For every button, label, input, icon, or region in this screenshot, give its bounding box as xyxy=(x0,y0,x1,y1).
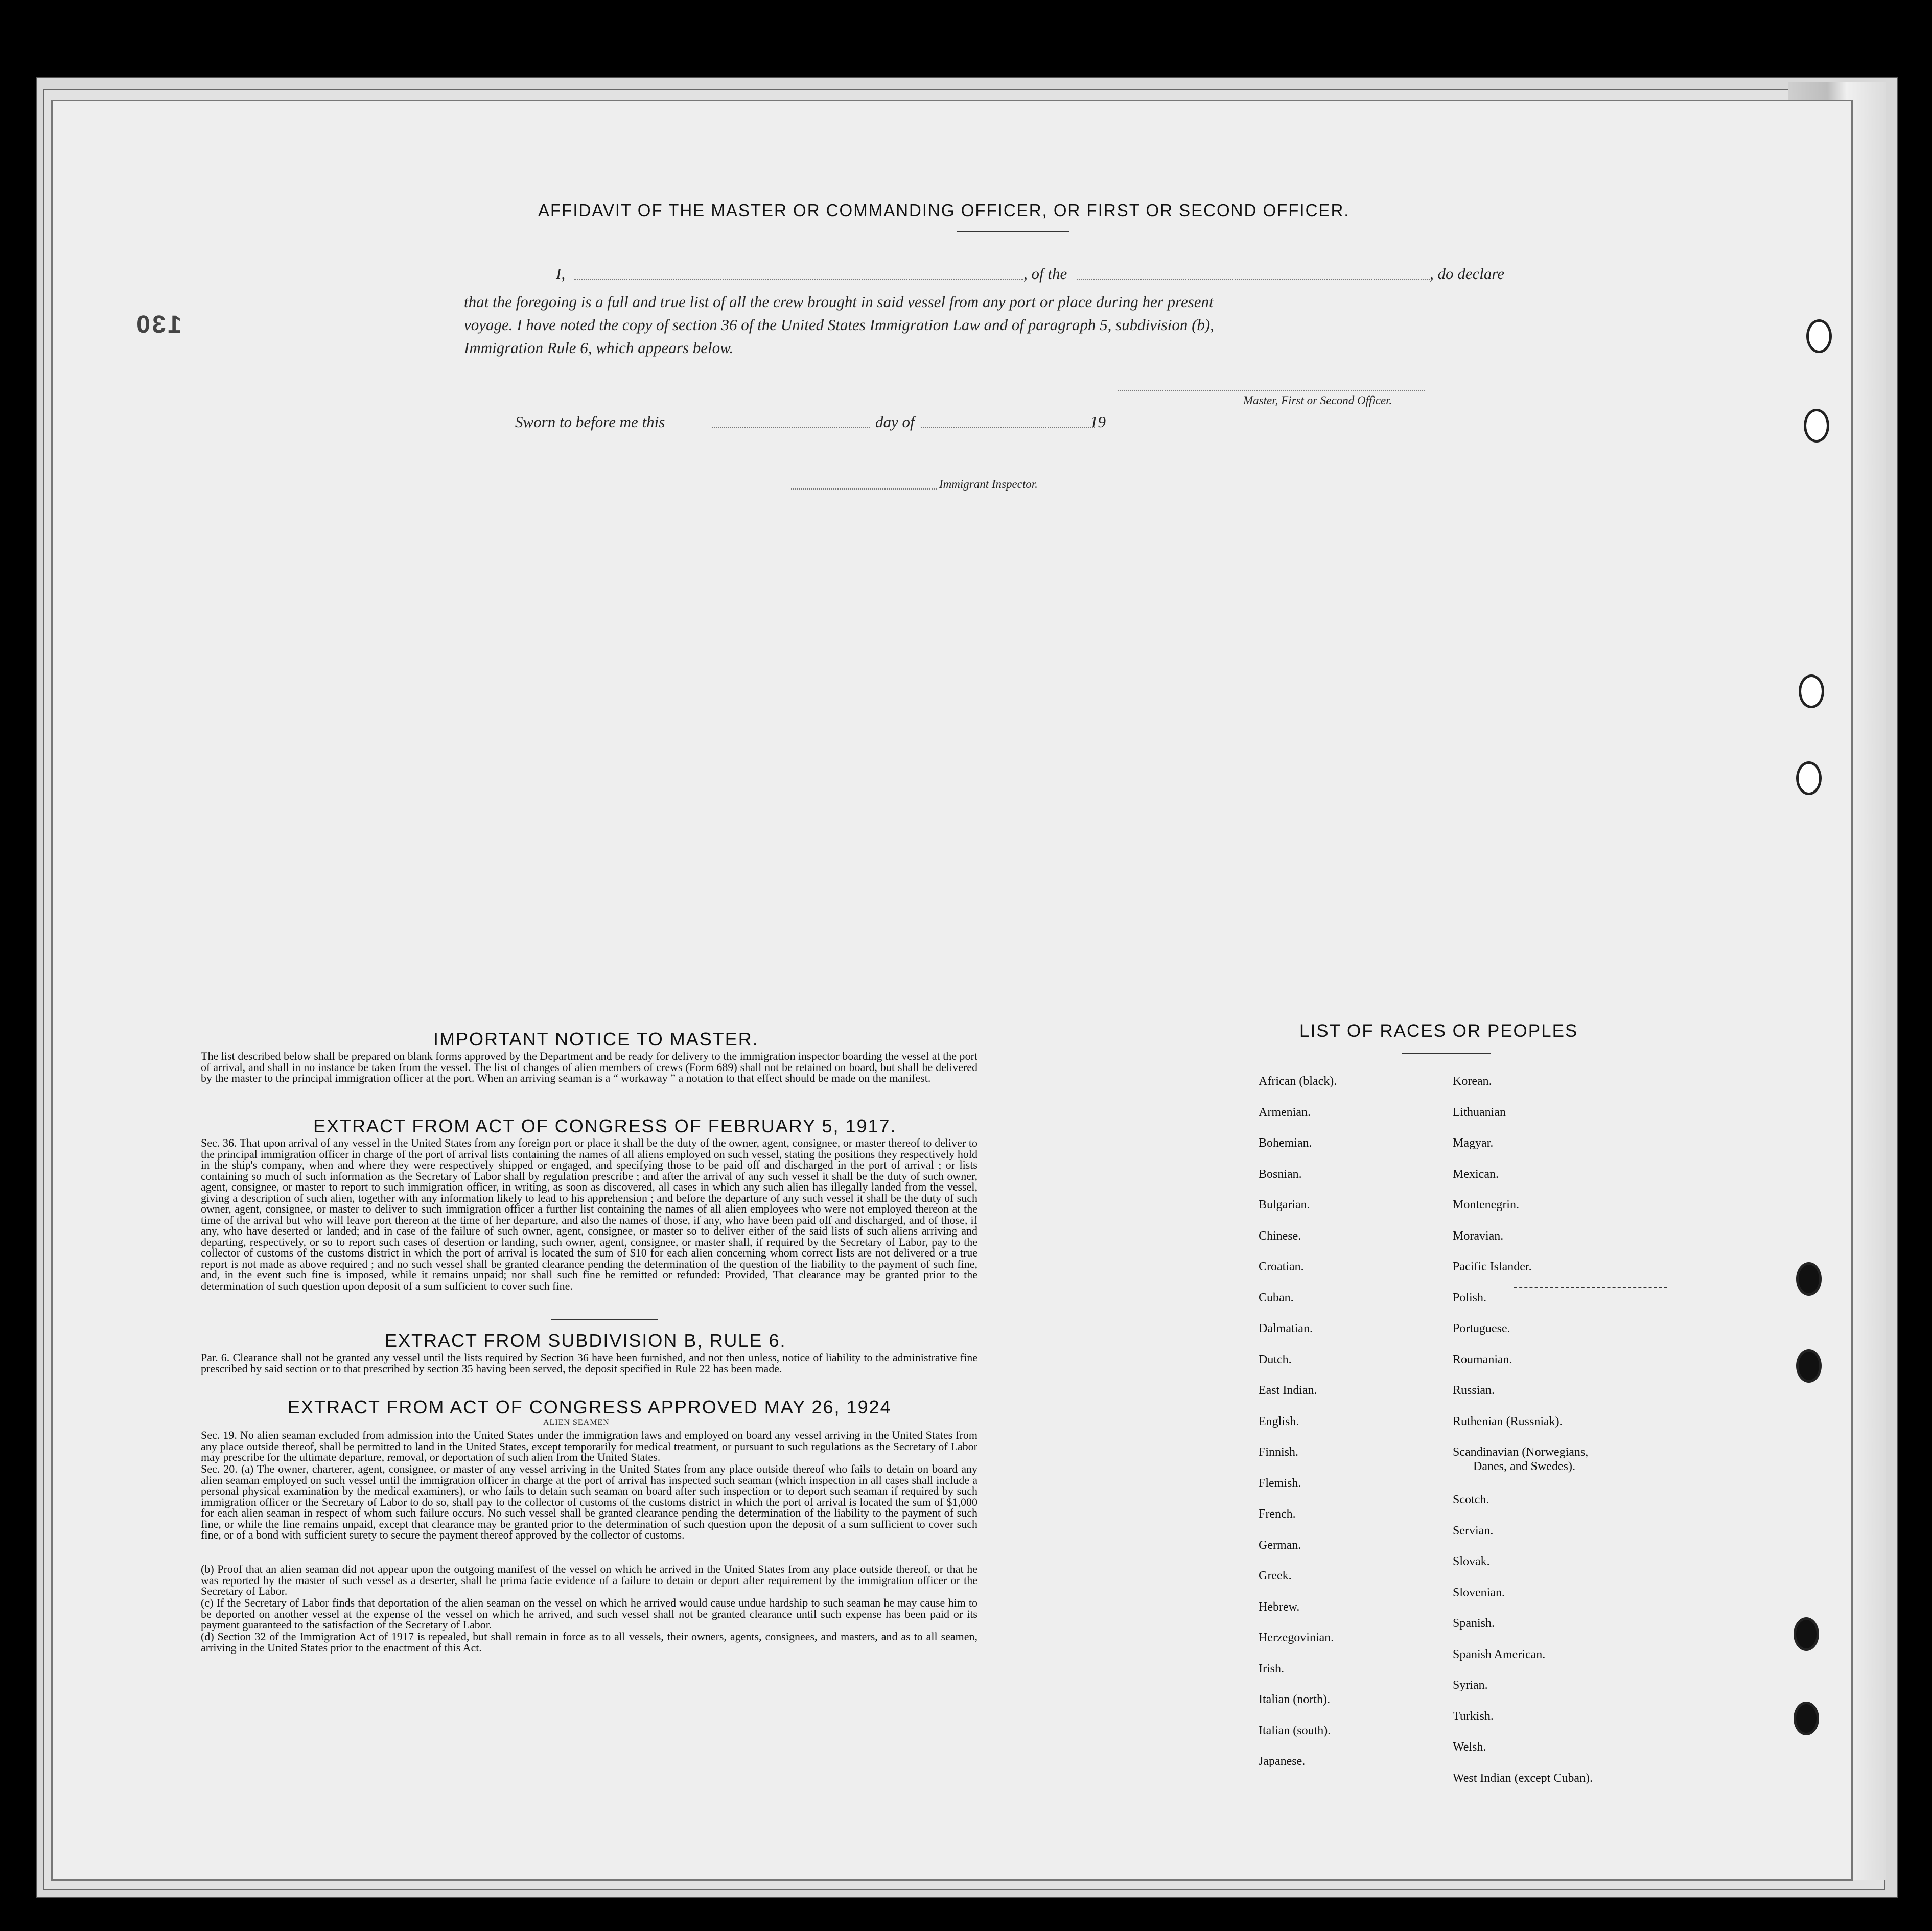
manifest-page xyxy=(51,100,1853,1881)
race-right-item: Slovak. xyxy=(1453,1555,1490,1568)
race-right-item: Russian. xyxy=(1453,1384,1495,1397)
sworn-day-line[interactable] xyxy=(712,427,870,428)
affidavit-title-rule xyxy=(957,231,1069,232)
sworn-label: Sworn to before me this xyxy=(515,413,665,431)
race-left-item: Cuban. xyxy=(1259,1291,1294,1305)
race-left-item: Flemish. xyxy=(1259,1476,1301,1490)
race-left-item: Armenian. xyxy=(1259,1105,1311,1119)
race-right-item: Servian. xyxy=(1453,1524,1494,1538)
race-right-item: Spanish. xyxy=(1453,1617,1495,1630)
binder-hole xyxy=(1799,674,1824,708)
race-left-item: Herzegovinian. xyxy=(1259,1631,1334,1644)
race-right-item: Syrian. xyxy=(1453,1679,1488,1692)
binder-hole xyxy=(1806,319,1832,353)
races-title: LIST OF RACES OR PEOPLES xyxy=(1299,1021,1578,1041)
race-right-item: Mexican. xyxy=(1453,1167,1499,1181)
extract-1924-sec-20c: (c) If the Secretary of Labor finds that deportation of the alien seaman on the vessel on which he arrived would cause undue hardship to such seaman he may cause him to be deported on another vessel at the expense of the vessel on which he arrived, and such vessel shall not be granted clearance until such expense has been paid or its payment guaranteed to the satisfaction of the Secretary of Labor. xyxy=(201,1596,977,1631)
extract-1924-title: EXTRACT FROM ACT OF CONGRESS APPROVED MAY 26, 1924 xyxy=(288,1397,892,1417)
extract-rule6-text: Par. 6. Clearance shall not be granted any vessel until the lists required by Section 36 have been furnished, and not then unless, notice of liability to the administrative fine prescribed by said section or to that prescribed by section 35 having been served, the deposit specified in Rule 22 has been made. xyxy=(201,1351,977,1375)
race-left-item: Chinese. xyxy=(1259,1229,1301,1243)
race-left-item: Italian (south). xyxy=(1259,1724,1331,1737)
race-left-item: Bulgarian. xyxy=(1259,1198,1310,1212)
affidavit-title: AFFIDAVIT OF THE MASTER OR COMMANDING OFFICER, OR FIRST OR SECOND OFFICER. xyxy=(538,201,1350,220)
race-right-item: Polish. xyxy=(1453,1291,1487,1305)
notice-text: The list described below shall be prepared on blank forms approved by the Department and be ready for delivery to the immigration inspector boarding the vessel at the port of arrival, and shall in no instance be taken from the vessel. The list of changes of alien members of crews (Form 689) shall not be retained on board, but shall be delivered by the master to the principal immigration officer at the port. When an arriving seaman is a “ workaway ” a notation to that effect should be made on the manifest. xyxy=(201,1050,977,1084)
race-left-item: Finnish. xyxy=(1259,1446,1299,1459)
race-left-item: Irish. xyxy=(1259,1662,1284,1676)
race-right-item: Slovenian. xyxy=(1453,1586,1505,1599)
race-right-item: Korean. xyxy=(1453,1075,1492,1088)
race-left-item: Dalmatian. xyxy=(1259,1322,1313,1335)
race-left-item: Bosnian. xyxy=(1259,1167,1302,1181)
affidavit-name-line[interactable] xyxy=(574,279,1023,280)
race-left-item: Japanese. xyxy=(1259,1755,1306,1768)
notice-title: IMPORTANT NOTICE TO MASTER. xyxy=(433,1029,759,1050)
year-label: 19 xyxy=(1090,413,1106,431)
race-right-item: Turkish. xyxy=(1453,1709,1494,1723)
race-right-item: Magyar. xyxy=(1453,1136,1494,1150)
race-left-item: Italian (north). xyxy=(1259,1693,1330,1706)
race-left-item: German. xyxy=(1259,1538,1301,1552)
race-left-item: East Indian. xyxy=(1259,1384,1317,1397)
day-of-label: day of xyxy=(875,413,915,431)
race-right-item: Lithuanian xyxy=(1453,1105,1506,1119)
affidavit-vessel-line[interactable] xyxy=(1077,279,1430,280)
race-right-item: Scotch. xyxy=(1453,1493,1489,1506)
affidavit-i-label: I, xyxy=(556,265,566,283)
race-right-item: Danes, and Swedes). xyxy=(1473,1460,1575,1473)
races-title-rule xyxy=(1402,1053,1491,1054)
race-right-item: West Indian (except Cuban). xyxy=(1453,1771,1593,1785)
binder-hole xyxy=(1796,1349,1822,1383)
extract-1924-sec-19: Sec. 19. No alien seaman excluded from admission into the United States under the immigration laws and employed on board any vessel arriving in the United States from any place outside thereof, shall be permitted to land in the United States, except temporarily for medical treatment, or pursuant to such regulations as the Secretary of Labor may prescribe for the ultimate departure, removal, or deportation of such alien from the United States. xyxy=(201,1429,977,1463)
race-left-item: Greek. xyxy=(1259,1569,1292,1583)
extract-1917-title: EXTRACT FROM ACT OF CONGRESS OF FEBRUARY 5, 1917. xyxy=(313,1115,897,1136)
sworn-month-line[interactable] xyxy=(921,427,1095,428)
binder-hole xyxy=(1796,1262,1822,1296)
affidavit-of-the-label: , of the xyxy=(1023,265,1067,283)
affidavit-declare-label: , do declare xyxy=(1430,265,1505,283)
binder-hole xyxy=(1794,1702,1819,1735)
race-right-item: Ruthenian (Russniak). xyxy=(1453,1414,1563,1428)
race-left-item: Croatian. xyxy=(1259,1260,1304,1273)
master-signature-line[interactable] xyxy=(1118,390,1425,391)
extract-1917-text: Sec. 36. That upon arrival of any vessel in the United States from any foreign port or place it shall be the duty of the owner, agent, consignee, or master thereof to deliver to the principal immigration officer in charge of the port of arrival lists containing the names of all aliens employed on such vessel, stating the positions they respectively hold in the ship's company, when and where they were respectively shipped or engaged, and specifying those to be paid off and discharged in the port of arrival ; or lists containing so much of such information as the Secretary of Labor shall by regulation prescribe ; and after the arrival of any such vessel it shall be the duty of such owner, agent, consignee, or master to report to such immigration officer, in writing, as soon as discovered, all cases in which any such alien has illegally landed from the vessel, giving a description of such alien, together with any information likely to lead to his apprehension ; and before the departure of any such vessel it shall be the duty of such owner, agent, consignee, or master to deliver to such immigration officer a further list containing the names of all alien employees who were not employed thereon at the time of the arrival but who will leave port thereon at the time of her departure, and also the names of those, if any, who have been paid off and discharged, and of those, if any, who have deserted or landed; and in case of the failure of such owner, agent, consignee, or master so to deliver either of the said lists of such aliens arriving and departing, respectively, or so to report such cases of desertion or landing, such owner, agent, consignee, or master shall, if required by the Secretary of Labor, pay to the collector of customs of the customs district in which the port of arrival is located the sum of $10 for each alien concerning whom correct lists are not delivered or a true report is not made as above required ; and no such vessel shall be granted clearance pending the determination of the question of the liability to the payment of such fine, and, in the event such fine is imposed, while it remains unpaid; nor shall such fine be remitted or refunded: Provided, That clearance may be granted prior to the determination of such question upon deposit of a sum sufficient to cover such fine. xyxy=(201,1136,977,1292)
extract-rule6-title: EXTRACT FROM SUBDIVISION B, RULE 6. xyxy=(385,1330,786,1351)
race-right-item: Welsh. xyxy=(1453,1740,1486,1754)
race-right-item: Roumanian. xyxy=(1453,1353,1512,1366)
race-right-item: Pacific Islander. xyxy=(1453,1260,1532,1273)
extract-1924-sec-20d: (d) Section 32 of the Immigration Act of 1917 is repealed, but shall remain in force as to all vessels, their owners, agents, consignees, and masters, and as to all seamen, arriving in the United States prior to the enactment of this Act. xyxy=(201,1630,977,1654)
master-signature-label: Master, First or Second Officer. xyxy=(1243,394,1392,407)
affidavit-line-2: that the foregoing is a full and true list of all the crew brought in said vessel from any port or place during her present xyxy=(464,293,1214,311)
race-right-item: Portuguese. xyxy=(1453,1322,1510,1335)
binder-hole xyxy=(1796,761,1822,795)
race-left-item: Bohemian. xyxy=(1259,1136,1312,1150)
extract-1924-sec-20b: (b) Proof that an alien seaman did not appear upon the outgoing manifest of the vessel on which he arrived in the United States from any place outside thereof, or that he was reported by the master of such vessel as a deserter, shall be prima facie evidence of a failure to detain or deport after requirement by the immigration officer or the Secretary of Labor. xyxy=(201,1563,977,1597)
inspector-label: Immigrant Inspector. xyxy=(939,478,1038,491)
inspector-signature-line[interactable] xyxy=(791,488,937,490)
affidavit-line-4: Immigration Rule 6, which appears below. xyxy=(464,339,734,357)
page-number: 130 xyxy=(134,311,182,338)
affidavit-line-3: voyage. I have noted the copy of section 36 of the United States Immigration Law and of paragraph 5, subdivision (b), xyxy=(464,316,1214,334)
race-right-item: Scandinavian (Norwegians, xyxy=(1453,1446,1589,1459)
race-left-item: French. xyxy=(1259,1507,1296,1521)
pacific-islander-dashes xyxy=(1514,1287,1667,1288)
binder-hole xyxy=(1804,409,1829,443)
divider-rule-1 xyxy=(551,1319,658,1320)
race-right-item: Moravian. xyxy=(1453,1229,1504,1243)
extract-1924-subtitle: ALIEN SEAMEN xyxy=(543,1418,610,1427)
race-right-item: Montenegrin. xyxy=(1453,1198,1519,1212)
race-left-item: Dutch. xyxy=(1259,1353,1292,1366)
race-left-item: African (black). xyxy=(1259,1075,1337,1088)
race-right-item: Spanish American. xyxy=(1453,1647,1546,1661)
extract-1924-sec-20a: Sec. 20. (a) The owner, charterer, agent, consignee, or master of any vessel arriving in the United States from any place outside thereof who fails to detain on board any alien seaman employed on such vessel until the immigration officer in charge at the port of arrival has inspected such seaman (which inspection in all cases shall include a personal physical examination by the medical examiners), or who fails to detain such seaman on board after such inspection or to deport such seaman if required by such immigration officer or the Secretary of Labor to do so, shall pay to the collector of customs of the customs district in which the port of arrival is located the sum of $1,000 for each alien seaman in respect of whom such failure occurs. No such vessel shall be granted clearance pending the determination of the liability to the payment of such fine, or while the fine remains unpaid, except that clearance may be granted prior to the determination of such question upon the deposit of a sum sufficient to cover such fine, or of a bond with sufficient surety to secure the payment thereof approved by the collector of customs. xyxy=(201,1462,977,1541)
binder-hole xyxy=(1794,1617,1819,1651)
race-left-item: Hebrew. xyxy=(1259,1600,1300,1614)
race-left-item: English. xyxy=(1259,1414,1299,1428)
